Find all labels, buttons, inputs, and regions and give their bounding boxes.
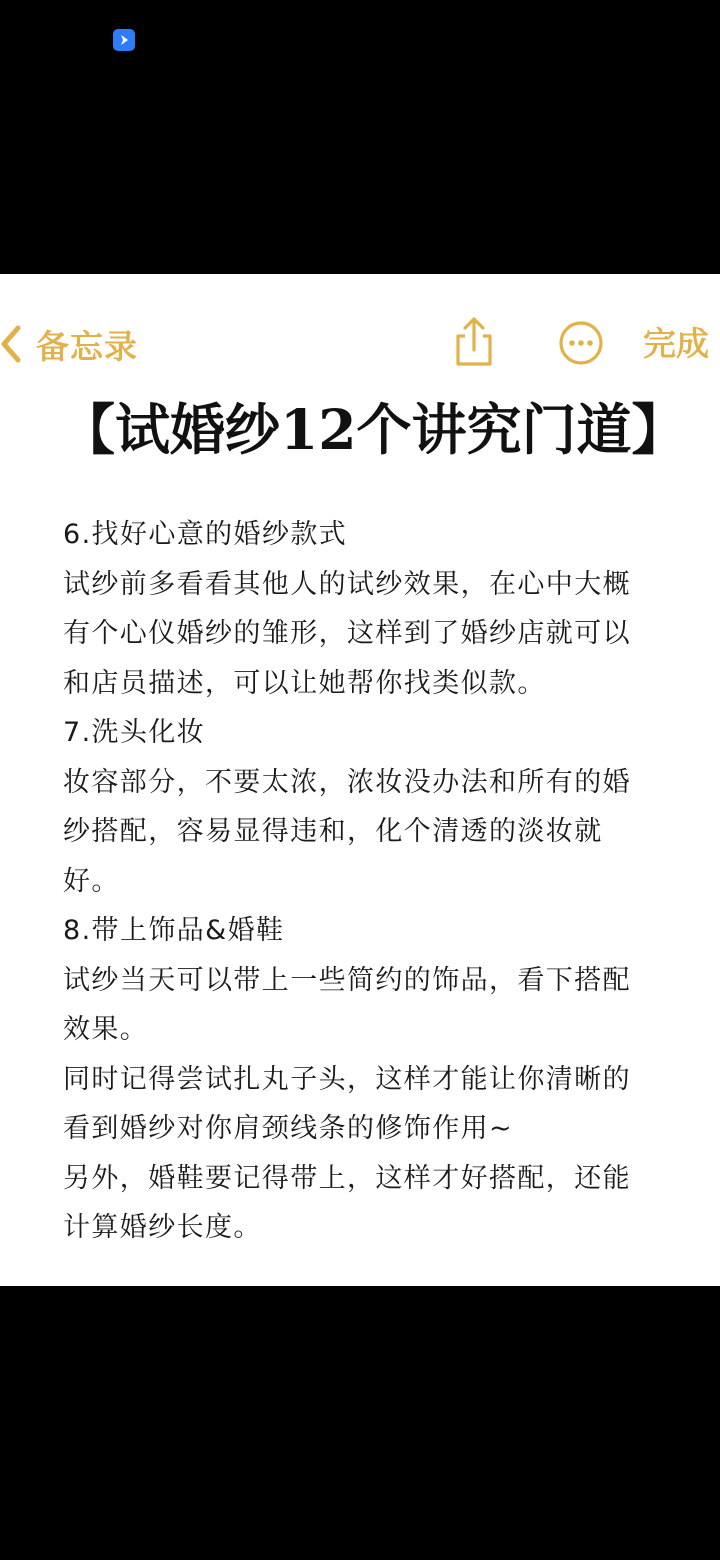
note-line: 计算婚纱长度。 (63, 1212, 262, 1243)
top-black-area (0, 0, 720, 274)
note-line: 妆容部分，不要太浓，浓妆没办法和所有的婚 (63, 766, 631, 798)
app-badge-icon (113, 29, 135, 51)
note-line: 试纱当天可以带上一些简约的饰品，看下搭配 (63, 964, 631, 996)
bottom-black-area (0, 1286, 720, 1560)
note-line: 试纱前多看看其他人的试纱效果，在心中大概 (63, 568, 631, 600)
done-button[interactable]: 完成 (643, 324, 709, 363)
note-line: 好。 (63, 865, 120, 897)
note-line: 同时记得尝试扎丸子头，这样才能让你清晰的 (63, 1063, 631, 1095)
note-line: 有个心仪婚纱的雏形，这样到了婚纱店就可以 (63, 618, 631, 649)
more-icon (558, 320, 604, 366)
note-line: 另外，婚鞋要记得带上，这样才好搭配，还能 (63, 1162, 631, 1194)
note-line: 效果。 (63, 1014, 149, 1045)
chevron-left-icon (0, 324, 22, 364)
back-button[interactable] (0, 322, 138, 366)
note-line: 纱搭配，容易显得违和，化个清透的淡妆就 (63, 816, 603, 847)
note-line: 8.带上饰品&婚鞋 (63, 915, 285, 946)
share-icon (450, 316, 498, 368)
note-screen (0, 274, 720, 1286)
note-title: 【试婚纱12个讲究门道】 (60, 397, 687, 462)
share-button[interactable] (450, 316, 498, 368)
note-line: 看到婚纱对你肩颈线条的修饰作用~ (63, 1113, 514, 1144)
note-body[interactable] (63, 510, 663, 1253)
note-line: 7.洗头化妆 (63, 717, 206, 748)
nav-bar (0, 274, 720, 404)
note-line: 和店员描述，可以让她帮你找类似款。 (63, 667, 546, 699)
back-label: 备忘录 (36, 326, 138, 366)
note-line: 6.找好心意的婚纱款式 (63, 519, 348, 550)
more-button[interactable] (558, 320, 604, 366)
